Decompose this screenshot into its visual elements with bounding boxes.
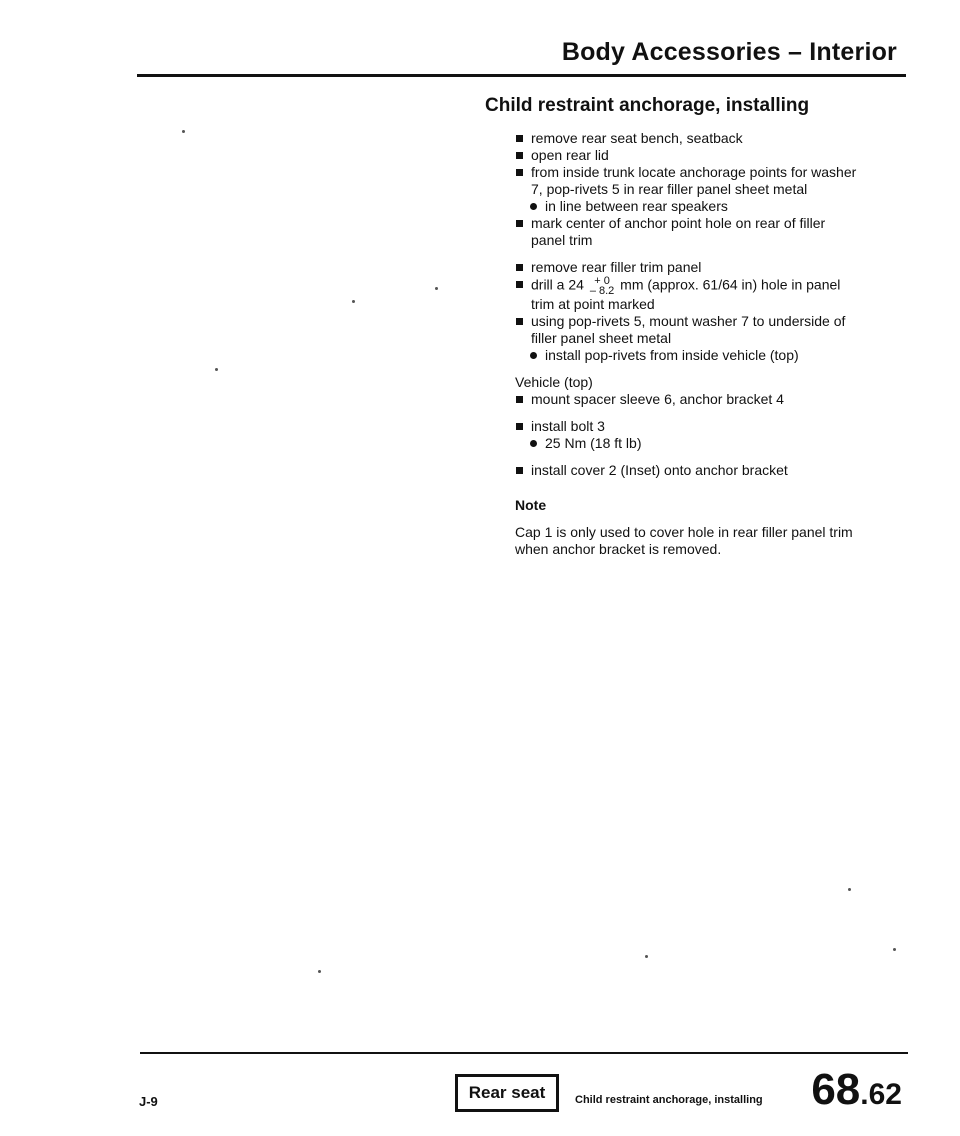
drill-prefix: drill a 24	[531, 276, 584, 293]
page-number-minor: .62	[860, 1078, 902, 1111]
substep-install-rivets: install pop-rivets from inside vehicle (top)	[515, 347, 860, 364]
tolerance-minus: – 8.2	[589, 285, 615, 297]
page-header-title: Body Accessories – Interior	[561, 38, 897, 66]
substep-in-line: in line between rear speakers	[515, 198, 860, 215]
step-install-cover: install cover 2 (Inset) onto anchor bracket	[515, 462, 860, 479]
scan-speck	[182, 130, 185, 133]
scan-speck	[848, 888, 851, 891]
page-number	[811, 1065, 902, 1117]
footer-subtitle: Child restraint anchorage, installing	[575, 1094, 763, 1106]
step-install-bolt: install bolt 3	[515, 418, 860, 435]
step-mount-spacer: mount spacer sleeve 6, anchor bracket 4	[515, 391, 860, 408]
footer-section-box: Rear seat	[455, 1074, 559, 1112]
scan-speck	[215, 368, 218, 371]
step-locate-anchorage: from inside trunk locate anchorage points for washer 7, pop-rivets 5 in rear filler panel sheet metal	[515, 164, 860, 198]
scan-speck	[352, 300, 355, 303]
scan-speck	[893, 948, 896, 951]
note-heading: Note	[515, 497, 547, 513]
scan-speck	[318, 970, 321, 973]
drill-tolerance	[590, 276, 614, 296]
step-drill-hole	[515, 276, 860, 313]
page-number-major: 68	[811, 1065, 861, 1114]
footer-rule	[140, 1052, 908, 1054]
scan-speck	[645, 955, 648, 958]
note-text: Cap 1 is only used to cover hole in rear filler panel trim when anchor bracket is removed.	[515, 524, 853, 557]
drill-suffix: mm (approx. 61/64 in) hole in panel trim at point marked	[531, 276, 841, 312]
header-rule	[137, 74, 906, 77]
substep-torque: 25 Nm (18 ft lb)	[515, 435, 860, 452]
tolerance-plus: + 0	[594, 275, 610, 287]
vehicle-top-label: Vehicle (top)	[515, 374, 593, 390]
scan-speck	[435, 287, 438, 290]
instructions	[515, 130, 860, 558]
step-remove-trim: remove rear filler trim panel	[515, 259, 860, 276]
step-mark-center: mark center of anchor point hole on rear of filler panel trim	[515, 215, 860, 249]
step-mount-washer: using pop-rivets 5, mount washer 7 to underside of filler panel sheet metal	[515, 313, 860, 347]
page-reference: J-9	[139, 1094, 158, 1109]
step-open-lid: open rear lid	[515, 147, 860, 164]
step-remove-seat: remove rear seat bench, seatback	[515, 130, 860, 147]
section-title: Child restraint anchorage, installing	[485, 95, 810, 116]
